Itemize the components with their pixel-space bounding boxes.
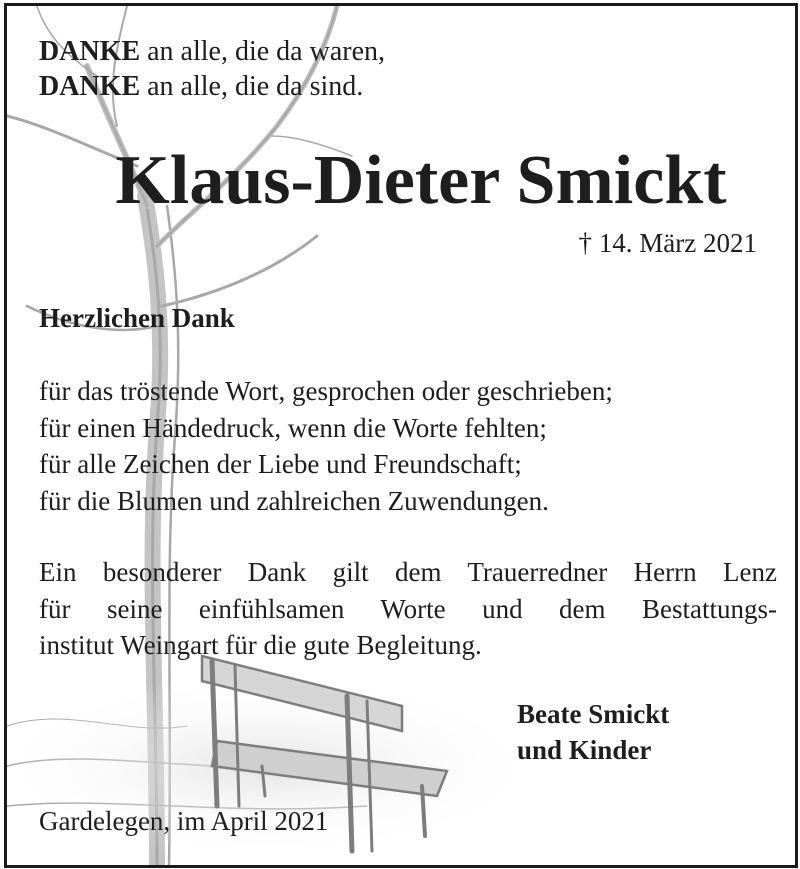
thanks-line: für alle Zeichen der Liebe und Freundschaft; xyxy=(39,449,522,479)
intro-line2-rest: an alle, die da sind. xyxy=(140,71,364,102)
intro-line1-rest: an alle, die da waren, xyxy=(140,36,386,67)
thanks-line: für die Blumen und zahlreichen Zuwendungen. xyxy=(39,485,549,516)
thanks-line: für einen Händedruck, wenn die Worte fehlten; xyxy=(39,412,547,443)
death-date: † 14. März 2021 xyxy=(578,228,757,258)
special-thanks-line: für seine einfühlsamen Worte und dem Bestattungs- xyxy=(39,593,777,624)
obituary-notice xyxy=(4,3,798,868)
special-thanks xyxy=(39,554,777,664)
intro-line2-bold: DANKE xyxy=(39,71,141,102)
thanks-line: für das tröstende Wort, gesprochen oder geschrieben; xyxy=(39,376,613,406)
deceased-name: Klaus-Dieter Smickt xyxy=(115,142,727,219)
place-date: Gardelegen, im April 2021 xyxy=(39,806,329,836)
thanks-lines xyxy=(39,373,613,519)
signature-line2: und Kinder xyxy=(517,735,652,765)
signature xyxy=(517,696,669,768)
intro-line1-bold: DANKE xyxy=(39,36,141,67)
special-thanks-line: Ein besonderer Dank gilt dem Trauerredner Herrn Lenz xyxy=(39,557,777,587)
thanks-heading: Herzlichen Dank xyxy=(39,303,235,333)
intro-text xyxy=(39,34,385,104)
special-thanks-line: institut Weingart für die gute Begleitung. xyxy=(39,630,482,660)
signature-line1: Beate Smickt xyxy=(517,699,670,729)
